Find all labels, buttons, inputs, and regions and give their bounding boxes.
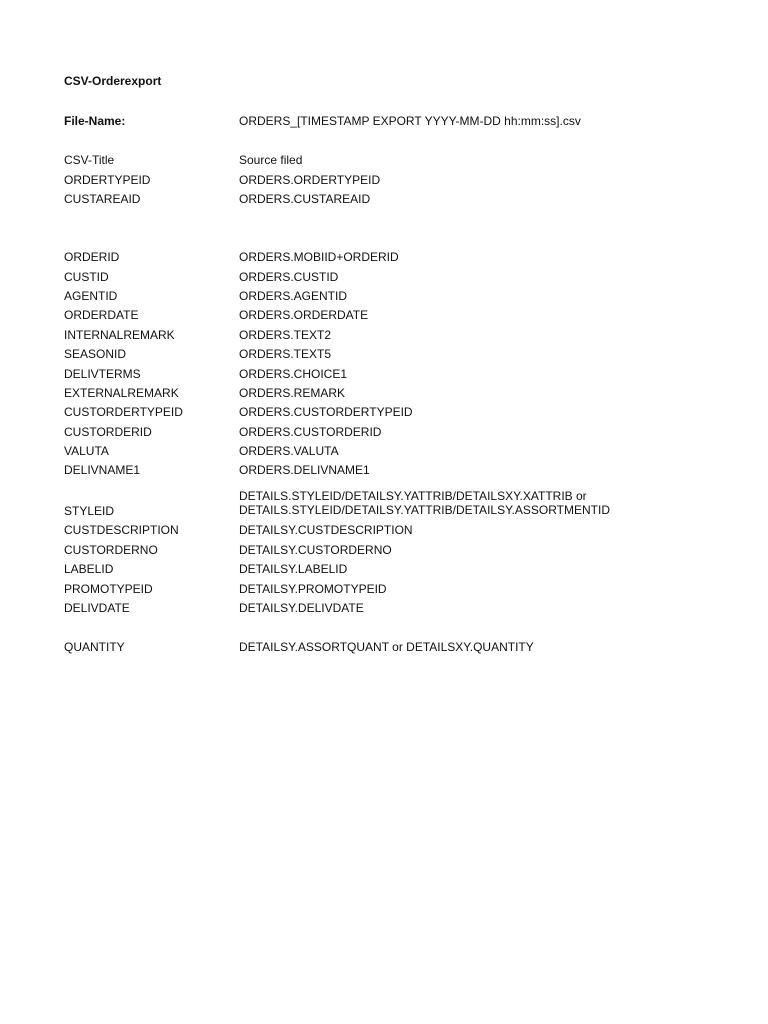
source-field: ORDERS.DELIVNAME1	[239, 463, 370, 477]
field-name: STYLEID	[64, 504, 115, 518]
mapping-row	[0, 152, 768, 168]
field-name: ORDERTYPEID	[64, 173, 151, 187]
mapping-row	[0, 639, 768, 655]
file-name-value: ORDERS_[TIMESTAMP EXPORT YYYY-MM-DD hh:mm:ss].csv	[239, 114, 581, 128]
field-name: DELIVNAME1	[64, 463, 141, 477]
mapping-row	[0, 269, 768, 285]
field-name: INTERNALREMARK	[64, 328, 175, 342]
mapping-row	[0, 327, 768, 343]
source-field: ORDERS.CUSTAREAID	[239, 192, 371, 206]
source-field: ORDERS.CUSTORDERID	[239, 425, 382, 439]
mapping-row	[0, 346, 768, 362]
mapping-row	[0, 424, 768, 440]
mapping-row	[0, 366, 768, 382]
field-name: PROMOTYPEID	[64, 582, 153, 596]
document-title: CSV-Orderexport	[64, 74, 162, 88]
source-field: ORDERS.ORDERDATE	[239, 308, 369, 322]
source-field: ORDERS.MOBIID+ORDERID	[239, 250, 399, 264]
mapping-row	[0, 172, 768, 188]
source-field: ORDERS.CUSTORDERTYPEID	[239, 405, 413, 419]
field-name: ORDERID	[64, 250, 120, 264]
field-name: VALUTA	[64, 444, 109, 458]
field-name: DELIVDATE	[64, 601, 130, 615]
mapping-row	[0, 542, 768, 558]
source-field: DETAILSY.CUSTDESCRIPTION	[239, 523, 413, 537]
field-name: CUSTAREAID	[64, 192, 141, 206]
source-field: ORDERS.VALUTA	[239, 444, 339, 458]
mapping-row	[0, 307, 768, 323]
source-field: DETAILSY.PROMOTYPEID	[239, 582, 387, 596]
field-name: LABELID	[64, 562, 114, 576]
field-name: SEASONID	[64, 347, 127, 361]
source-field: ORDERS.CUSTID	[239, 270, 339, 284]
mapping-row	[0, 462, 768, 478]
mapping-row	[0, 443, 768, 459]
source-field: DETAILSY.LABELID	[239, 562, 348, 576]
field-name: QUANTITY	[64, 640, 125, 654]
source-field: ORDERS.TEXT5	[239, 347, 332, 361]
mapping-row	[0, 581, 768, 597]
field-name: CUSTID	[64, 270, 109, 284]
mapping-row	[0, 503, 768, 519]
mapping-row	[0, 288, 768, 304]
mapping-row	[0, 385, 768, 401]
source-field: DETAILSY.CUSTORDERNO	[239, 543, 392, 557]
field-name: AGENTID	[64, 289, 118, 303]
file-name-label: File-Name:	[64, 114, 126, 128]
field-name: EXTERNALREMARK	[64, 386, 179, 400]
source-field: ORDERS.TEXT2	[239, 328, 332, 342]
field-name: DELIVTERMS	[64, 367, 141, 381]
source-field: Source filed	[239, 153, 303, 167]
source-field: DETAILSY.DELIVDATE	[239, 601, 364, 615]
field-name: CUSTORDERTYPEID	[64, 405, 183, 419]
mapping-row	[0, 561, 768, 577]
field-name: CUSTDESCRIPTION	[64, 523, 179, 537]
mapping-row	[0, 522, 768, 538]
mapping-row	[0, 249, 768, 265]
source-field-line-1: DETAILS.STYLEID/DETAILSY.YATTRIB/DETAILSXY.XATTRIB or	[239, 489, 587, 503]
mapping-row	[0, 191, 768, 207]
field-name: ORDERDATE	[64, 308, 139, 322]
source-field: ORDERS.AGENTID	[239, 289, 348, 303]
field-name: CUSTORDERNO	[64, 543, 158, 557]
source-field-line-2: DETAILS.STYLEID/DETAILSY.YATTRIB/DETAILSY.ASSORTMENTID	[239, 503, 610, 517]
source-field: ORDERS.CHOICE1	[239, 367, 348, 381]
source-field: ORDERS.ORDERTYPEID	[239, 173, 381, 187]
source-field: DETAILSY.ASSORTQUANT or DETAILSXY.QUANTITY	[239, 640, 534, 654]
mapping-row	[0, 404, 768, 420]
source-field: ORDERS.REMARK	[239, 386, 346, 400]
field-name: CUSTORDERID	[64, 425, 152, 439]
field-name: CSV-Title	[64, 153, 115, 167]
mapping-row	[0, 600, 768, 616]
